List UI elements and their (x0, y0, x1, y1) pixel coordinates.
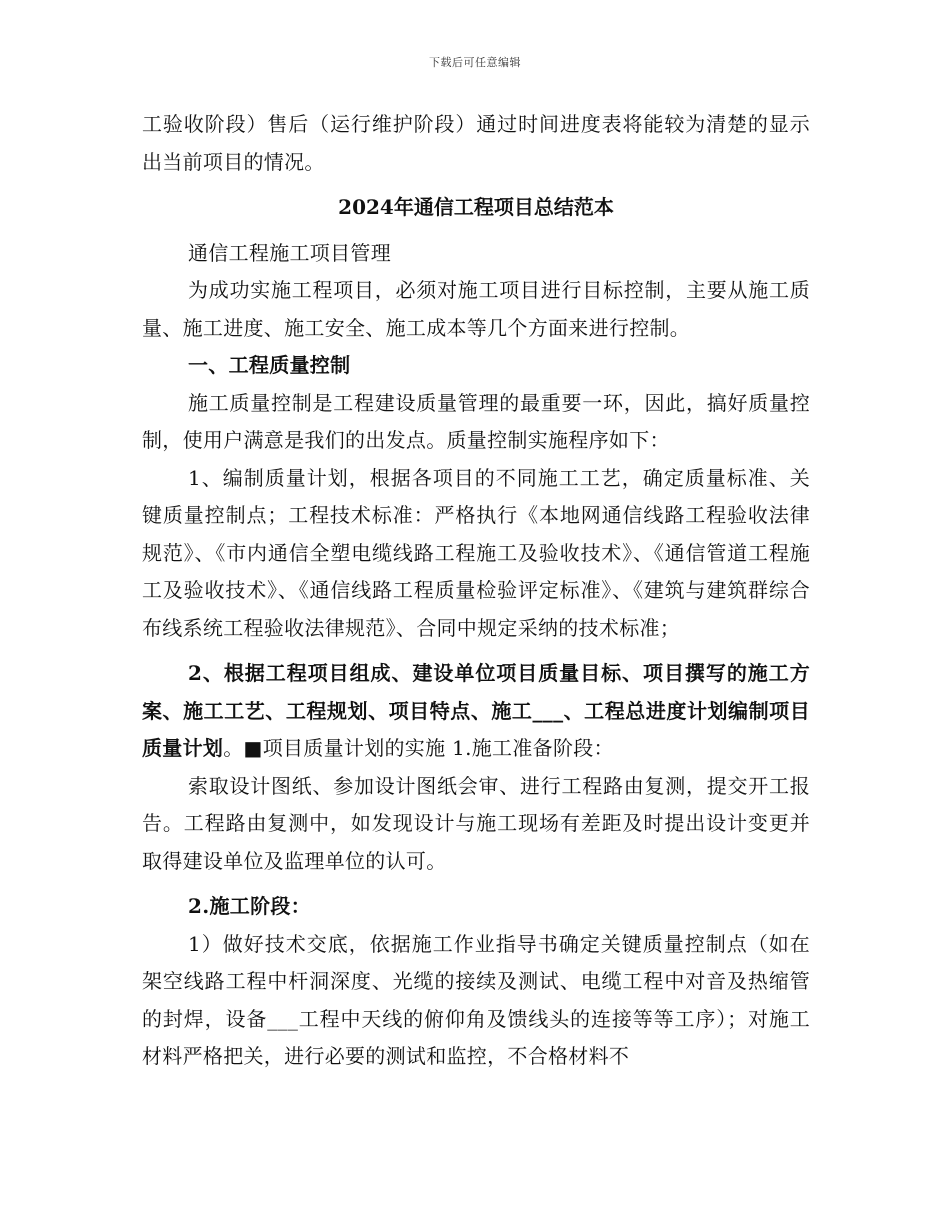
paragraph-subtitle: 通信工程施工项目管理 (188, 240, 391, 265)
paragraph-item-2 (142, 655, 810, 768)
paragraph-item-2-bold: 2、根据工程项目组成、建设单位项目质量目标、项目撰写的施工方案、施工工艺、工程规划、项目特点、施工___、工程总进度计划编制项目质量计划 (142, 661, 810, 760)
paragraph-quality-control: 施工质量控制是工程建设质量管理的最重要一环，因此，搞好质量控制，使用户满意是我们的出发点。质量控制实施程序如下： (142, 390, 810, 452)
section-heading-quality-control: 一、工程质量控制 (188, 353, 351, 377)
paragraph-continuation: 工验收阶段）售后（运行维护阶段）通过时间进度表将能较为清楚的显示出当前项目的情况。 (142, 112, 810, 174)
paragraph-item-2-rest: 。■项目质量计划的实施 1.施工准备阶段： (223, 736, 614, 760)
page-header-note: 下载后可任意编辑 (429, 56, 521, 69)
heading-construction-stage: 2.施工阶段： (188, 894, 311, 918)
paragraph-preparation-stage: 索取设计图纸、参加设计图纸会审、进行工程路由复测，提交开工报告。工程路由复测中，如发现设计与施工现场有差距及时提出设计变更并取得建设单位及监理单位的认可。 (142, 773, 810, 873)
paragraph-construction-stage-1: 1）做好技术交底，依据施工作业指导书确定关键质量控制点（如在架空线路工程中杆洞深度、光缆的接续及测试、电缆工程中对音及热缩管的封焊，设备___工程中天线的俯仰角及馈线头的连接等等工序）；对施工材料严格把关，进行必要的测试和监控，不合格材料不 (142, 931, 810, 1068)
paragraph-item-1: 1、编制质量计划，根据各项目的不同施工工艺，确定质量标准、关键质量控制点；工程技术标准：严格执行《本地网通信线路工程验收法律规范》、《市内通信全塑电缆线路工程施工及验收技术》、《通信管道工程施工及验收技术》、《通信线路工程质量检验评定标准》、《建筑与建筑群综合布线系统工程验收法律规范》、合同中规定采纳的技术标准； (142, 465, 810, 640)
document-title: 2024年通信工程项目总结范本 (338, 195, 614, 219)
document-body (142, 106, 810, 1076)
paragraph-intro: 为成功实施工程项目，必须对施工项目进行目标控制，主要从施工质量、施工进度、施工安全、施工成本等几个方面来进行控制。 (142, 278, 810, 340)
